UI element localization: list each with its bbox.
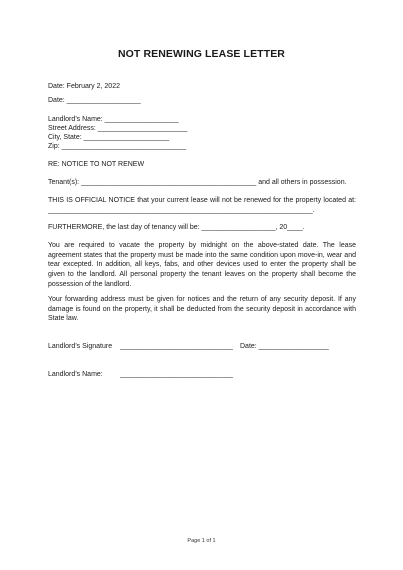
landlord-name-label: Landlord’s Name: [48,371,103,378]
page-footer: Page 1 of 1 [187,538,216,544]
street-address-line: Street Address: _______________________ [48,125,188,132]
signature-date: Date: __________________ [240,343,329,350]
signature-blank: _____________________________ [120,343,233,350]
forwarding-paragraph: Your forwarding address must be given for notices and the return of any security deposit. If any damage is found on the property, it shall be deducted from the security deposit in accordance with State law. [48,296,356,323]
signature-label: Landlord’s Signature [48,343,113,350]
tenants-line: Tenant(s): _____________________________________________ and all others in possession. [48,179,347,186]
date-line-filled: Date: February 2, 2022 [48,83,120,90]
landlord-name-line: Landlord’s Name: ___________________ [48,116,179,123]
official-notice-paragraph: THIS IS OFFICIAL NOTICE that your current lease will not be renewed for the property located at: ____________________________________________________________________. [48,197,356,214]
re-line: RE: NOTICE TO NOT RENEW [48,161,145,168]
document-title: NOT RENEWING LEASE LETTER [117,48,285,60]
date-line-blank: Date: ___________________ [48,97,141,104]
vacate-paragraph: You are required to vacate the property by midnight on the above-stated date. The lease agreement states that the property must be made into the same condition upon move-in, wear and tear excepted. In addition, all keys, fabs, and other devices used to enter the property shall be given to the landlord. All personal property the tenant leaves on the property shall become the possession of the landlord. [48,242,356,288]
zip-line: Zip: ________________________________ [48,143,187,150]
landlord-name-blank: _____________________________ [120,371,233,378]
furthermore-line: FURTHERMORE, the last day of tenancy will be: ___________________, 20____. [48,224,305,231]
city-state-line: City, State: ______________________ [48,134,170,141]
